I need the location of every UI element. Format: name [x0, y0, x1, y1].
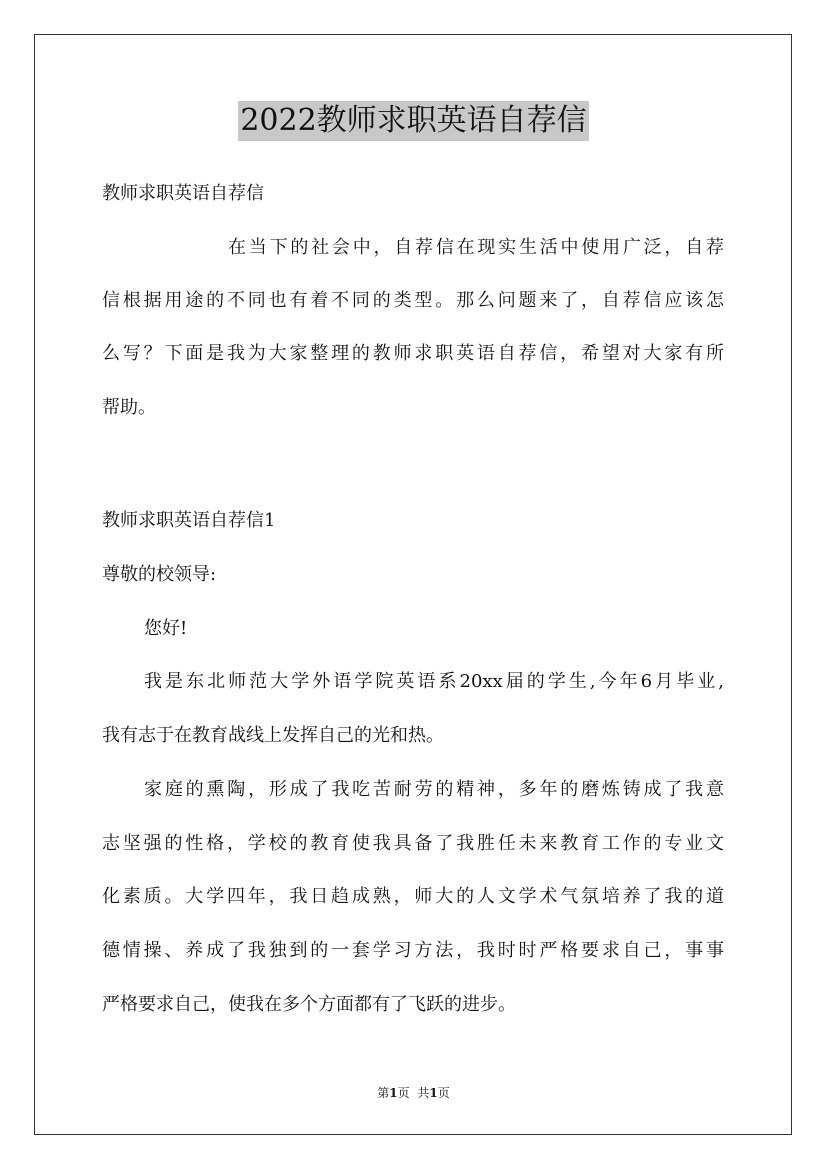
total-suffix: 页 — [437, 1086, 450, 1100]
title-container — [0, 101, 827, 141]
section-heading: 教师求职英语自荐信1 — [102, 510, 276, 531]
para2-line-2: 志坚强的性格，学校的教育使我具备了我胜任未来教育工作的专业文 — [102, 833, 724, 854]
page-prefix: 第 — [377, 1086, 390, 1100]
salutation: 尊敬的校领导: — [102, 564, 217, 585]
page-current: 1 — [389, 1086, 398, 1100]
intro-line-3: 么写？下面是我为大家整理的教师求职英语自荐信，希望对大家有所 — [102, 343, 724, 364]
intro-line-2: 信根据用途的不同也有着不同的类型。那么问题来了，自荐信应该怎 — [102, 290, 724, 311]
intro-line-4: 帮助。 — [102, 397, 156, 418]
page-footer — [0, 1085, 827, 1101]
page-total: 1 — [429, 1086, 438, 1100]
document-subtitle: 教师求职英语自荐信 — [102, 183, 264, 204]
para1-line-2: 我有志于在教育战线上发挥自己的光和热。 — [102, 725, 444, 746]
para2-line-1: 家庭的熏陶，形成了我吃苦耐劳的精神，多年的磨炼铸成了我意 — [144, 779, 724, 800]
total-prefix: 共 — [417, 1086, 430, 1100]
para2-line-4: 德情操、养成了我独到的一套学习方法，我时时严格要求自己，事事 — [102, 940, 724, 961]
para2-line-5: 严格要求自己，使我在多个方面都有了飞跃的进步。 — [102, 994, 516, 1015]
greeting: 您好! — [144, 618, 188, 639]
intro-line-1: 在当下的社会中，自荐信在现实生活中使用广泛，自荐 — [228, 237, 724, 258]
para2-line-3: 化素质。大学四年，我日趋成熟，师大的人文学术气氛培养了我的道 — [102, 886, 724, 907]
para1-line-1: 我是东北师范大学外语学院英语系20xx届的学生,今年6月毕业, — [144, 671, 724, 692]
document-title: 2022教师求职英语自荐信 — [238, 101, 588, 141]
page-suffix: 页 — [397, 1086, 410, 1100]
